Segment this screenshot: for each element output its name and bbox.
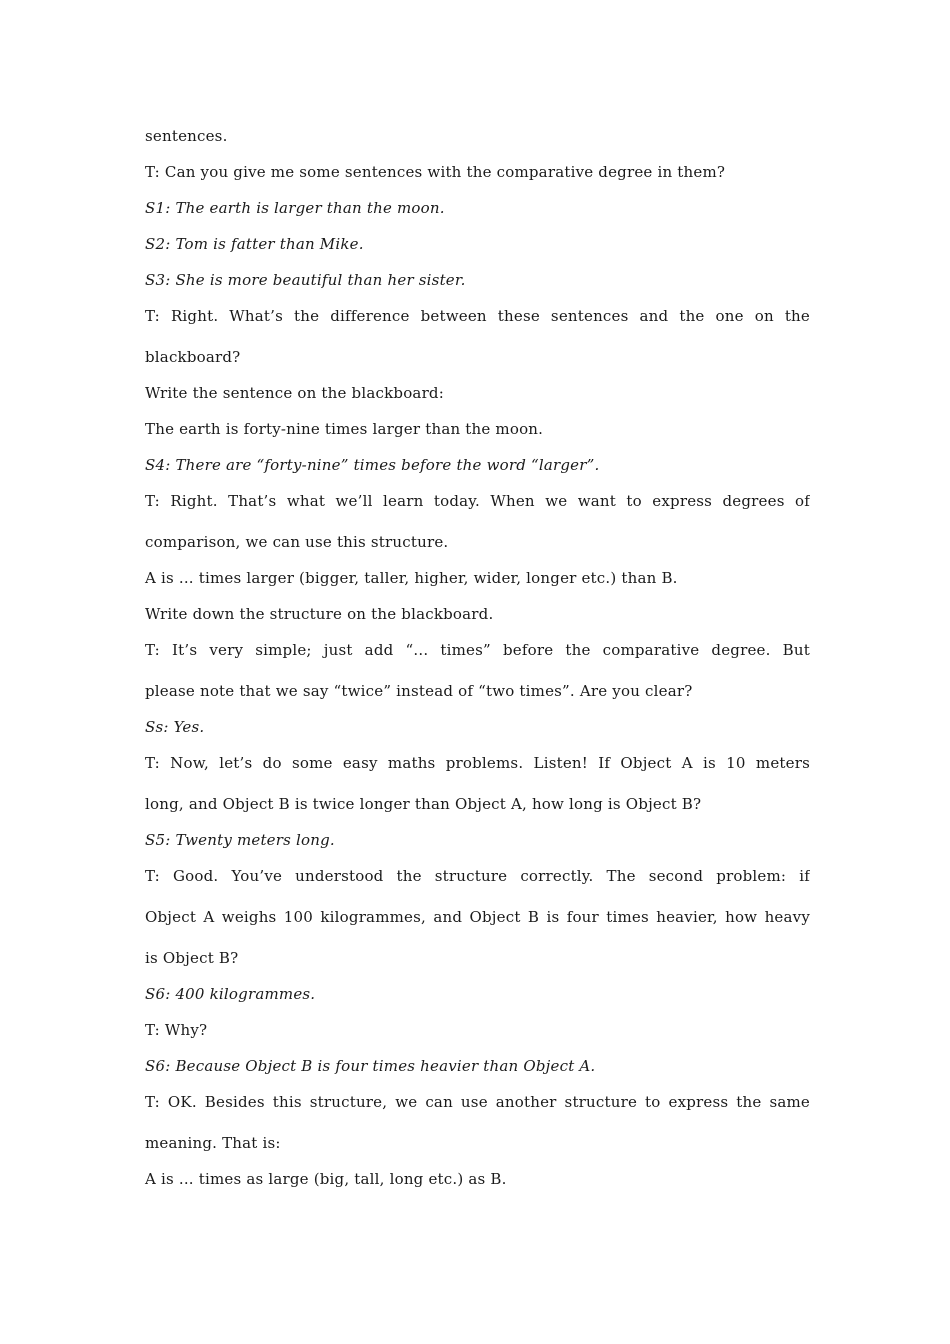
- teacher-line: T: Good. You’ve understood the structure correctly. The second problem: if: [145, 867, 810, 885]
- teacher-line: T: OK. Besides this structure, we can use another structure to express the same: [145, 1093, 810, 1111]
- text-line: Object A weighs 100 kilogrammes, and Object B is four times heavier, how heavy: [145, 908, 810, 926]
- structure-line: A is ... times as large (big, tall, long etc.) as B.: [145, 1170, 507, 1188]
- document-body: [145, 126, 810, 1205]
- example-sentence: The earth is forty-nine times larger than the moon.: [145, 420, 544, 438]
- text-line: sentences.: [145, 127, 228, 145]
- student-line: Ss: Yes.: [145, 718, 205, 736]
- teacher-line: T: Now, let’s do some easy maths problems. Listen! If Object A is 10 meters: [145, 754, 810, 772]
- structure-line: A is ... times larger (bigger, taller, higher, wider, longer etc.) than B.: [145, 569, 678, 587]
- instruction-line: Write down the structure on the blackboard.: [145, 605, 494, 623]
- student-line: S3: She is more beautiful than her sister.: [145, 271, 466, 289]
- text-line: long, and Object B is twice longer than Object A, how long is Object B?: [145, 795, 702, 813]
- teacher-line: T: Can you give me some sentences with the comparative degree in them?: [145, 163, 726, 181]
- text-line: comparison, we can use this structure.: [145, 533, 449, 551]
- teacher-line: T: Right. That’s what we’ll learn today. When we want to express degrees of: [145, 492, 810, 510]
- text-line: please note that we say “twice” instead of “two times”. Are you clear?: [145, 682, 693, 700]
- instruction-line: Write the sentence on the blackboard:: [145, 384, 444, 402]
- student-line: S6: Because Object B is four times heavier than Object A.: [145, 1057, 596, 1075]
- text-line: blackboard?: [145, 348, 241, 366]
- student-line: S2: Tom is fatter than Mike.: [145, 235, 364, 253]
- teacher-line: T: It’s very simple; just add “... times” before the comparative degree. But: [145, 641, 810, 659]
- student-line: S4: There are “forty-nine” times before the word “larger”.: [145, 456, 600, 474]
- student-line: S1: The earth is larger than the moon.: [145, 199, 445, 217]
- teacher-line: T: Right. What’s the difference between these sentences and the one on the: [145, 307, 810, 325]
- student-line: S6: 400 kilogrammes.: [145, 985, 316, 1003]
- text-line: meaning. That is:: [145, 1134, 281, 1152]
- teacher-line: T: Why?: [145, 1021, 208, 1039]
- text-line: is Object B?: [145, 949, 239, 967]
- student-line: S5: Twenty meters long.: [145, 831, 335, 849]
